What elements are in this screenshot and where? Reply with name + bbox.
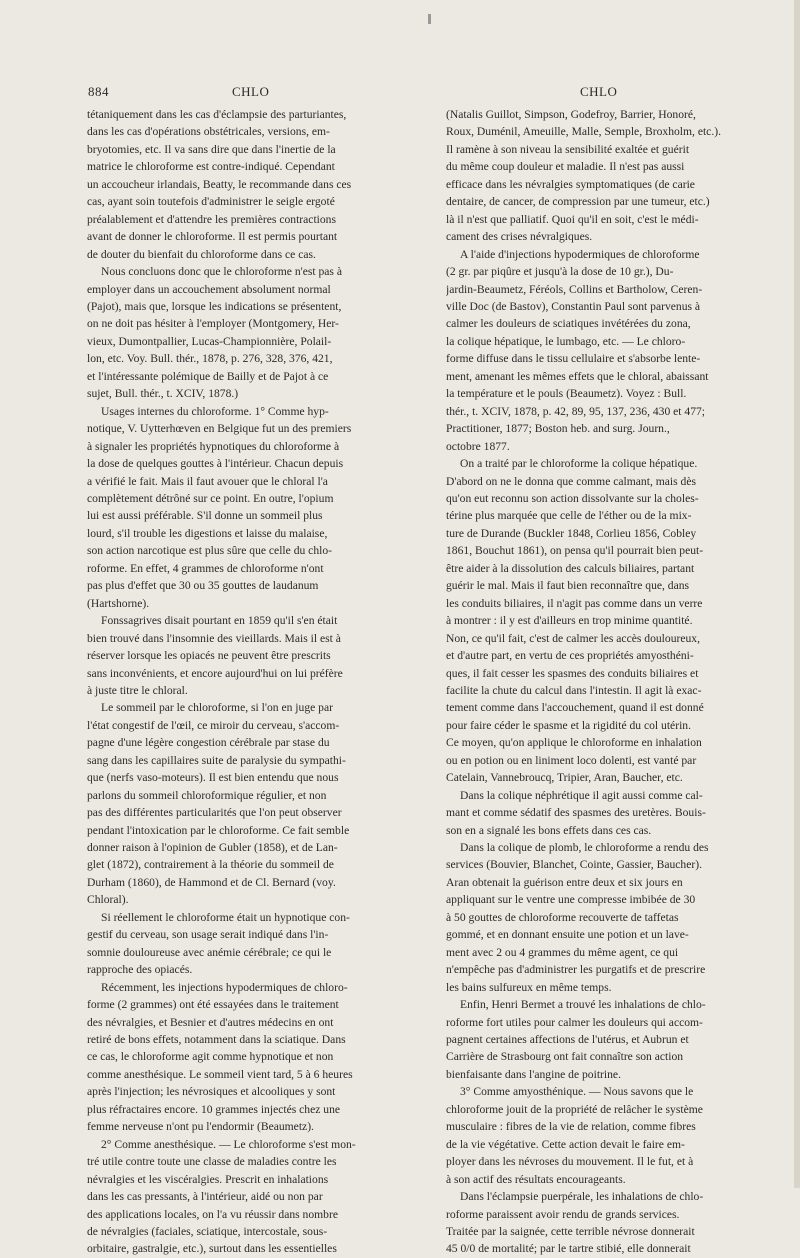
- text-line: vieux, Dumontpallier, Lucas-Championnière, Polail-: [87, 334, 332, 348]
- text-line: sujet, Bull. thér., t. XCIV, 1878.): [87, 387, 239, 401]
- text-line: Chloral).: [87, 893, 129, 907]
- text-line: et d'autre part, en vertu de ces propriétés amyosthéni-: [446, 649, 694, 663]
- text-line: tré utile contre toute une classe de maladies contre les: [87, 1155, 337, 1169]
- text-line: la température et le pouls (Beaumetz). Voyez : Bull.: [446, 387, 687, 401]
- text-line: la colique hépatique, le lumbago, etc. — Le chloro-: [446, 334, 686, 348]
- text-line: appliquant sur le ventre une compresse imbibée de 30: [446, 893, 696, 907]
- text-line: à 50 gouttes de chloroforme recouverte de taffetas: [446, 910, 679, 924]
- text-line: tement comme dans l'accouchement, quand il est donné: [446, 701, 704, 715]
- text-line: octobre 1877.: [446, 439, 510, 453]
- text-line: Non, ce qu'il fait, c'est de calmer les accès douloureux,: [446, 631, 700, 645]
- print-mark: [428, 14, 431, 24]
- text-line: gommé, et en donnant ensuite une potion et un lave-: [446, 928, 689, 942]
- text-line: calmer les douleurs de sciatiques invétérées du zona,: [446, 317, 691, 331]
- text-line: 45 0/0 de mortalité; par le tartre stibié, elle donnerait: [446, 1242, 691, 1256]
- text-line: roforme. En effet, 4 grammes de chloroforme n'ont: [87, 561, 324, 575]
- text-line: Usages internes du chloroforme. 1° Comme hyp-: [101, 404, 329, 418]
- text-line: rapproche des opiacés.: [87, 963, 193, 977]
- text-line: l'état congestif de l'œil, ce miroir du cerveau, s'accom-: [87, 718, 340, 732]
- text-line: cament des crises névralgiques.: [446, 230, 593, 244]
- text-line: les conduits biliaires, il n'agit pas comme dans un verre: [446, 596, 703, 610]
- text-line: Ce moyen, qu'on applique le chloroforme en inhalation: [446, 736, 702, 750]
- text-line: parlons du sommeil chloroformique régulier, et non: [87, 788, 327, 802]
- text-line: facilite la chute du calcul dans l'intestin. Il agit là exac-: [446, 683, 702, 697]
- text-line: Dans la colique de plomb, le chloroforme a rendu des: [460, 841, 709, 855]
- text-line: pagne d'une légère congestion cérébrale par stase du: [87, 736, 330, 750]
- text-line: forme (2 grammes) ont été essayées dans le traitement: [87, 998, 339, 1012]
- text-line: ment avec 2 ou 4 grammes du même agent, ce qui: [446, 945, 679, 959]
- text-line: qu'on eut reconnu son action dissolvante sur la choles-: [446, 491, 699, 505]
- text-line: Traitée par la saignée, cette terrible névrose donnerait: [446, 1225, 695, 1238]
- text-line: dans les cas d'opérations obstétricales, versions, em-: [87, 125, 330, 139]
- text-line: sans inconvénients, et encore aujourd'hui on lui préfère: [87, 666, 343, 680]
- text-line: matrice le chloroforme est contre-indiqué. Cependant: [87, 160, 335, 174]
- text-line: femme nerveuse n'ont pu l'endormir (Beaumetz).: [87, 1120, 314, 1134]
- text-line: la dose de quelques gouttes à l'intérieur. Chacun depuis: [87, 457, 344, 471]
- text-line: dans les cas pressants, à l'intérieur, aidé ou non par: [87, 1190, 323, 1204]
- text-line: être aider à la dissolution des calculs biliaires, partant: [446, 561, 695, 575]
- text-line: pas plus d'effet que 30 ou 35 gouttes de laudanum: [87, 579, 319, 593]
- text-line: jardin-Beaumetz, Féréols, Collins et Bartholow, Ceren-: [446, 282, 703, 296]
- text-line: Catelain, Vannebroucq, Tripier, Aran, Baucher, etc.: [446, 771, 683, 785]
- text-line: pendant l'intoxication par le chloroforme. Ce fait semble: [87, 823, 350, 837]
- text-line: de névralgies (faciales, sciatique, intercostale, sous-: [87, 1225, 328, 1238]
- text-line: complètement détrôné sur ce point. En outre, l'opium: [87, 491, 334, 505]
- text-line: ployer dans les névroses du mouvement. Il le fut, et à: [446, 1155, 694, 1169]
- text-line: de la vie végétative. Cette action devait le faire em-: [446, 1137, 685, 1151]
- text-line: pagnent certaines affections de l'utérus, et Aubrun et: [446, 1033, 689, 1047]
- text-line: On a traité par le chloroforme la colique hépatique.: [460, 457, 698, 471]
- text-line: notique, V. Uytterhœven en Belgique fut un des premiers: [87, 422, 352, 436]
- text-line: avant de donner le chloroforme. Il est permis pourtant: [87, 230, 338, 244]
- text-line: préalablement et d'attendre les premières contractions: [87, 212, 336, 226]
- text-line: tétaniquement dans les cas d'éclampsie des parturiantes,: [87, 108, 347, 121]
- text-line: Si réellement le chloroforme était un hypnotique con-: [101, 910, 350, 924]
- text-line: donner raison à l'opinion de Gubler (1858), et de Lan-: [87, 841, 338, 855]
- text-line: à signaler les propriétés hypnotiques du chloroforme à: [87, 439, 340, 453]
- text-line: plus réfractaires encore. 10 grammes injectés chez une: [87, 1102, 341, 1116]
- text-line: Aran obtenait la guérison entre deux et six jours en: [446, 875, 683, 889]
- text-line: Fonssagrives disait pourtant en 1859 qu'il s'en était: [101, 614, 338, 628]
- text-line: Dans la colique néphrétique il agit aussi comme cal-: [460, 788, 703, 802]
- text-line: efficace dans les névralgies symptomatiques (de carie: [446, 177, 695, 191]
- text-line: mant et comme sédatif des spasmes des uretères. Bouis-: [446, 806, 706, 820]
- text-line: que (nerfs vaso-moteurs). Il est bien entendu que nous: [87, 771, 339, 785]
- text-line: Durham (1860), de Hammond et de Cl. Bernard (voy.: [87, 875, 336, 889]
- text-line: ce cas, le chloroforme agit comme hypnotique et non: [87, 1050, 334, 1064]
- text-line: 2° Comme anesthésique. — Le chloroforme s'est mon-: [101, 1137, 356, 1151]
- page-number: 884: [88, 84, 109, 99]
- text-line: n'empêche pas d'administrer les purgatifs et de prescrire: [446, 963, 706, 977]
- page-edge: [794, 0, 800, 1188]
- text-line: glet (1872), contrairement à la théorie du sommeil de: [87, 858, 334, 872]
- text-line: bryotomies, etc. Il va sans dire que dans l'inertie de la: [87, 142, 336, 156]
- text-line: à juste titre le chloral.: [87, 683, 188, 697]
- text-line: son en a signalé les bons effets dans ces cas.: [446, 823, 652, 837]
- text-line: ville Doc (de Bastov), Constantin Paul sont parvenus à: [446, 299, 701, 313]
- text-line: Carrière de Strasbourg ont fait connaître son action: [446, 1050, 684, 1064]
- text-line: du même coup douleur et maladie. Il n'est pas aussi: [446, 160, 685, 174]
- text-line: des applications locales, on l'a vu réussir dans nombre: [87, 1207, 338, 1221]
- text-line: après l'injection; les névrosiques et alcooliques y sont: [87, 1085, 336, 1099]
- text-line: ou en potion ou en liniment loco dolenti, est vanté par: [446, 753, 697, 767]
- text-line: 1861, Bouchut 1861), on pensa qu'il pourrait bien peut-: [446, 544, 704, 558]
- text-line: (Hartshorne).: [87, 596, 150, 610]
- text-line: (Natalis Guillot, Simpson, Godefroy, Barrier, Honoré,: [446, 108, 696, 121]
- text-line: gestif du cerveau, son usage serait indiqué dans l'in-: [87, 928, 329, 942]
- text-line: bienfaisante dans l'angine de poitrine.: [446, 1067, 621, 1081]
- text-line: orbitaire, gastralgie, etc.), surtout dans les essentielles: [87, 1242, 337, 1256]
- text-line: Il ramène à son niveau la sensibilité exaltée et guérit: [446, 142, 690, 156]
- text-line: réserver lorsque les opiacés ne peuvent être prescrits: [87, 649, 331, 663]
- text-line: pas des différentes particularités que l'on peut observer: [87, 806, 342, 820]
- text-line: comme anesthésique. Le sommeil vient tard, 5 à 6 heures: [87, 1067, 353, 1081]
- text-line: Dans l'éclampsie puerpérale, les inhalations de chlo-: [460, 1190, 704, 1204]
- text-line: employer dans un accouchement absolument normal: [87, 282, 331, 296]
- text-line: son action narcotique est plus sûre que celle du chlo-: [87, 544, 333, 558]
- text-line: des névralgies, et Besnier et d'autres médecins en ont: [87, 1015, 334, 1029]
- text-line: pour faire céder le spasme et la rigidité du col utérin.: [446, 718, 691, 732]
- text-line: chloroforme jouit de la propriété de relâcher le système: [446, 1102, 703, 1116]
- text-line: et l'intéressante polémique de Bailly et de Pajot à ce: [87, 369, 329, 383]
- text-line: on ne doit pas hésiter à l'employer (Montgomery, Her-: [87, 317, 339, 331]
- text-line: ture de Durande (Buckler 1848, Corlieu 1856, Cobley: [446, 526, 697, 540]
- text-line: lon, etc. Voy. Bull. thér., 1878, p. 276, 328, 376, 421,: [87, 352, 333, 366]
- text-line: Le sommeil par le chloroforme, si l'on en juge par: [101, 701, 333, 715]
- text-line: un accoucheur irlandais, Beatty, le recommande dans ces: [87, 177, 352, 191]
- text-line: somnie douloureuse avec anémie cérébrale; ce qui le: [87, 945, 332, 959]
- text-line: térine plus marquée que celle de l'éther ou de la mix-: [446, 509, 692, 523]
- text-line: Roux, Duménil, Ameuille, Malle, Semple, Broxholm, etc.).: [446, 125, 721, 139]
- text-line: les bains sulfureux en même temps.: [446, 980, 612, 994]
- text-line: guérir le mal. Mais il faut bien reconnaître que, dans: [446, 579, 690, 593]
- text-line: forme diffuse dans le tissu cellulaire et s'absorbe lente-: [446, 352, 701, 366]
- text-line: cas, ayant soin toutefois d'administrer le seigle ergoté: [87, 195, 335, 209]
- text-line: roforme fort utiles pour calmer les douleurs qui accom-: [446, 1015, 703, 1029]
- text-line: à montrer : il y est d'ailleurs en trop minime quantité.: [446, 614, 693, 628]
- text-line: dentaire, de cancer, de compression par une tumeur, etc.): [446, 195, 710, 209]
- text-line: services (Bouvier, Blanchet, Cointe, Gassier, Baucher).: [446, 858, 702, 872]
- text-line: là il n'est que palliatif. Quoi qu'il en soit, c'est le médi-: [446, 212, 699, 226]
- text-line: retiré de bons effets, notamment dans la sciatique. Dans: [87, 1033, 346, 1047]
- text-line: a vérifié le fait. Mais il faut avouer que le chloral l'a: [87, 474, 328, 488]
- text-line: de douter du bienfait du chloroforme dans ce cas.: [87, 247, 316, 261]
- right-text-column: [446, 106, 770, 1258]
- text-line: thér., t. XCIV, 1878, p. 42, 89, 95, 137, 236, 430 et 477;: [446, 404, 706, 418]
- text-line: névralgies et les viscéralgies. Prescrit en inhalations: [87, 1172, 329, 1186]
- text-line: bien trouvé dans l'insomnie des vieillards. Mais il est à: [87, 631, 341, 645]
- text-line: 3° Comme amyosthénique. — Nous savons que le: [460, 1085, 694, 1099]
- text-line: A l'aide d'injections hypodermiques de chloroforme: [460, 247, 700, 261]
- text-line: Practitioner, 1877; Boston heb. and surg. Journ.,: [446, 422, 670, 436]
- running-head-left: CHLO: [232, 84, 270, 99]
- text-line: sang dans les capillaires suite de paralysie du sympathi-: [87, 753, 346, 767]
- text-line: (2 gr. par piqûre et jusqu'à la dose de 10 gr.), Du-: [446, 265, 674, 279]
- left-text-column: [87, 106, 417, 1258]
- text-line: roforme paraissent avoir rendu de grands services.: [446, 1207, 680, 1221]
- text-line: à son actif des résultats encourageants.: [446, 1172, 626, 1186]
- text-line: ment, amenant les mêmes effets que le chloral, abaissant: [446, 369, 709, 383]
- text-line: (Pajot), mais que, lorsque les indications se présentent,: [87, 299, 342, 313]
- running-head-right: CHLO: [580, 84, 618, 99]
- text-line: musculaire : fibres de la vie de relation, comme fibres: [446, 1120, 696, 1134]
- text-line: ques, il fait cesser les spasmes des conduits biliaires et: [446, 666, 699, 680]
- text-line: Récemment, les injections hypodermiques de chloro-: [101, 980, 348, 994]
- text-line: lourd, s'il trouble les digestions et laisse du malaise,: [87, 526, 328, 540]
- text-line: lui est aussi préférable. S'il donne un sommeil plus: [87, 509, 323, 523]
- text-line: Nous concluons donc que le chloroforme n'est pas à: [101, 265, 342, 279]
- text-line: D'abord on ne le donna que comme calmant, mais dès: [446, 474, 696, 488]
- text-line: Enfin, Henri Bermet a trouvé les inhalations de chlo-: [460, 998, 706, 1012]
